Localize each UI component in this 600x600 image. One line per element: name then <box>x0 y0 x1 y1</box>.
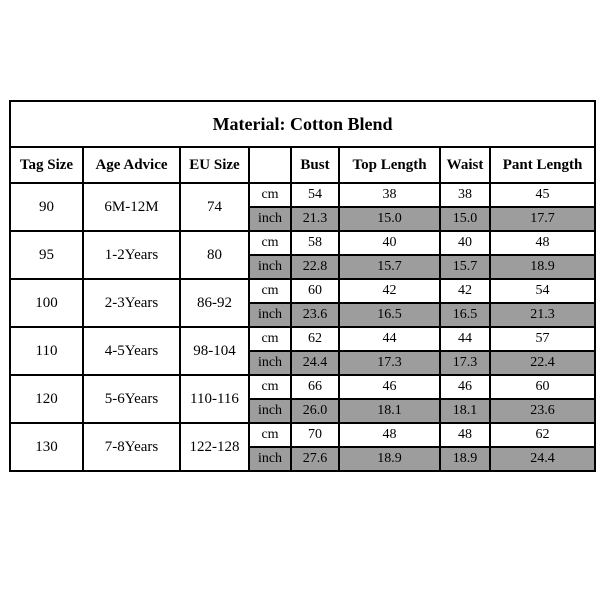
pant-length-cm-cell: 57 <box>490 327 595 351</box>
unit-label-cm: cm <box>249 327 291 351</box>
pant-length-inch-cell: 24.4 <box>490 447 595 471</box>
tag-size-cell: 110 <box>10 327 83 375</box>
waist-inch-cell: 15.7 <box>440 255 490 279</box>
age-advice-cell: 4-5Years <box>83 327 180 375</box>
table-row <box>10 375 595 399</box>
tag-size-cell: 120 <box>10 375 83 423</box>
waist-cm-cell: 42 <box>440 279 490 303</box>
age-advice-cell: 2-3Years <box>83 279 180 327</box>
waist-inch-cell: 18.9 <box>440 447 490 471</box>
header-age-advice: Age Advice <box>83 147 180 183</box>
waist-cm-cell: 48 <box>440 423 490 447</box>
bust-inch-cell: 24.4 <box>291 351 339 375</box>
unit-label-inch: inch <box>249 351 291 375</box>
bust-inch-cell: 26.0 <box>291 399 339 423</box>
unit-label-inch: inch <box>249 255 291 279</box>
top-length-cm-cell: 40 <box>339 231 440 255</box>
top-length-cm-cell: 42 <box>339 279 440 303</box>
eu-size-cell: 110-116 <box>180 375 249 423</box>
table-row <box>10 279 595 303</box>
unit-label-cm: cm <box>249 423 291 447</box>
bust-cm-cell: 66 <box>291 375 339 399</box>
table-row <box>10 231 595 255</box>
table-row <box>10 183 595 207</box>
waist-cm-cell: 44 <box>440 327 490 351</box>
bust-cm-cell: 70 <box>291 423 339 447</box>
top-length-inch-cell: 16.5 <box>339 303 440 327</box>
header-unit <box>249 147 291 183</box>
unit-label-inch: inch <box>249 447 291 471</box>
eu-size-cell: 74 <box>180 183 249 231</box>
top-length-cm-cell: 44 <box>339 327 440 351</box>
bust-cm-cell: 58 <box>291 231 339 255</box>
unit-label-cm: cm <box>249 183 291 207</box>
header-pant-length: Pant Length <box>490 147 595 183</box>
pant-length-cm-cell: 62 <box>490 423 595 447</box>
eu-size-cell: 80 <box>180 231 249 279</box>
top-length-inch-cell: 18.1 <box>339 399 440 423</box>
eu-size-cell: 122-128 <box>180 423 249 471</box>
tag-size-cell: 130 <box>10 423 83 471</box>
top-length-cm-cell: 48 <box>339 423 440 447</box>
top-length-inch-cell: 18.9 <box>339 447 440 471</box>
waist-inch-cell: 16.5 <box>440 303 490 327</box>
unit-label-inch: inch <box>249 399 291 423</box>
bust-inch-cell: 21.3 <box>291 207 339 231</box>
age-advice-cell: 5-6Years <box>83 375 180 423</box>
waist-inch-cell: 17.3 <box>440 351 490 375</box>
table-row <box>10 423 595 447</box>
tag-size-cell: 90 <box>10 183 83 231</box>
tag-size-cell: 100 <box>10 279 83 327</box>
waist-cm-cell: 40 <box>440 231 490 255</box>
pant-length-inch-cell: 22.4 <box>490 351 595 375</box>
pant-length-inch-cell: 18.9 <box>490 255 595 279</box>
pant-length-cm-cell: 48 <box>490 231 595 255</box>
waist-inch-cell: 15.0 <box>440 207 490 231</box>
eu-size-cell: 86-92 <box>180 279 249 327</box>
top-length-cm-cell: 46 <box>339 375 440 399</box>
unit-label-cm: cm <box>249 279 291 303</box>
bust-inch-cell: 23.6 <box>291 303 339 327</box>
header-top-length: Top Length <box>339 147 440 183</box>
top-length-cm-cell: 38 <box>339 183 440 207</box>
unit-label-inch: inch <box>249 207 291 231</box>
pant-length-inch-cell: 17.7 <box>490 207 595 231</box>
age-advice-cell: 6M-12M <box>83 183 180 231</box>
top-length-inch-cell: 17.3 <box>339 351 440 375</box>
bust-cm-cell: 62 <box>291 327 339 351</box>
pant-length-cm-cell: 54 <box>490 279 595 303</box>
table-row <box>10 327 595 351</box>
header-bust: Bust <box>291 147 339 183</box>
bust-inch-cell: 27.6 <box>291 447 339 471</box>
header-waist: Waist <box>440 147 490 183</box>
table-title: Material: Cotton Blend <box>10 101 595 147</box>
age-advice-cell: 1-2Years <box>83 231 180 279</box>
header-eu-size: EU Size <box>180 147 249 183</box>
bust-cm-cell: 60 <box>291 279 339 303</box>
pant-length-inch-cell: 21.3 <box>490 303 595 327</box>
unit-label-inch: inch <box>249 303 291 327</box>
waist-inch-cell: 18.1 <box>440 399 490 423</box>
bust-inch-cell: 22.8 <box>291 255 339 279</box>
header-tag-size: Tag Size <box>10 147 83 183</box>
waist-cm-cell: 38 <box>440 183 490 207</box>
size-chart-body <box>10 183 595 471</box>
tag-size-cell: 95 <box>10 231 83 279</box>
age-advice-cell: 7-8Years <box>83 423 180 471</box>
size-chart-table <box>9 100 596 472</box>
top-length-inch-cell: 15.0 <box>339 207 440 231</box>
waist-cm-cell: 46 <box>440 375 490 399</box>
bust-cm-cell: 54 <box>291 183 339 207</box>
top-length-inch-cell: 15.7 <box>339 255 440 279</box>
eu-size-cell: 98-104 <box>180 327 249 375</box>
pant-length-inch-cell: 23.6 <box>490 399 595 423</box>
pant-length-cm-cell: 45 <box>490 183 595 207</box>
unit-label-cm: cm <box>249 375 291 399</box>
pant-length-cm-cell: 60 <box>490 375 595 399</box>
unit-label-cm: cm <box>249 231 291 255</box>
